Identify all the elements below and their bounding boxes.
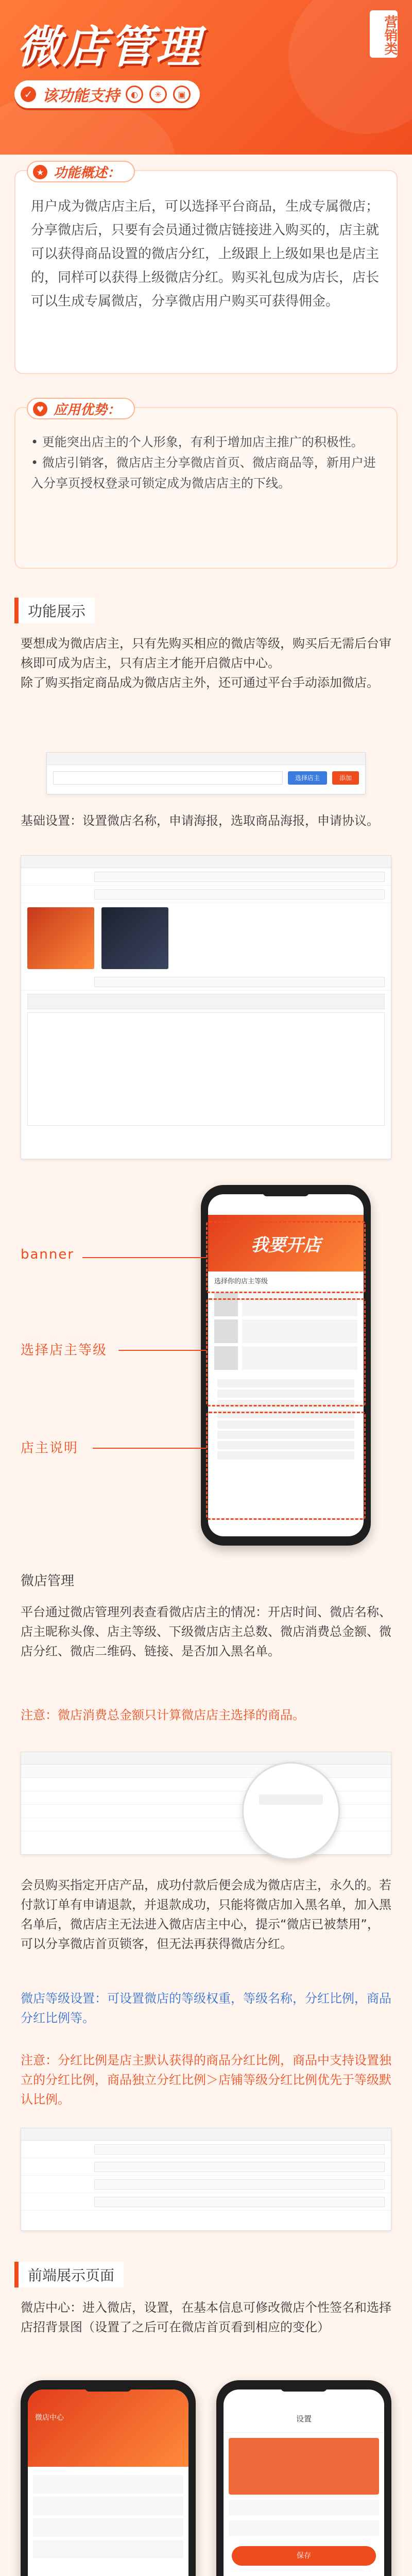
section-title-features: 功能展示 [14, 598, 95, 623]
support-bar [14, 80, 200, 108]
advantages-badge-label: 应用优势： [54, 402, 121, 418]
menu-item[interactable] [33, 2497, 183, 2515]
callout-line [118, 1350, 206, 1351]
add-owner-button[interactable]: 添加 [332, 771, 359, 785]
menu-item[interactable] [33, 2475, 183, 2494]
advantage-item: • 更能突出店主的个人形象，有利于增加店主推广的积极性。 [31, 435, 364, 449]
settings-row [21, 868, 391, 886]
add-owner-toolbar [47, 753, 365, 765]
shop-center-title: 微店中心 [35, 2414, 64, 2422]
add-owner-row [47, 765, 365, 791]
shop-center-header [28, 2389, 188, 2467]
overview-card [14, 165, 398, 374]
apply-poster-image[interactable] [27, 907, 94, 969]
settings-toolbar [21, 856, 391, 868]
goods-poster-image[interactable] [101, 907, 168, 969]
advantages-list [15, 408, 397, 506]
table-row[interactable] [21, 1778, 391, 1791]
setting-field[interactable] [94, 977, 385, 987]
dividend-ratio-field[interactable] [94, 2179, 385, 2190]
callout-line [93, 1448, 206, 1449]
note-consumption: 注意：微店消费总金额只计算微店店主选择的商品。 [21, 1708, 305, 1722]
zoom-magnifier [242, 1762, 340, 1860]
settings-row [21, 973, 391, 991]
settings-row [21, 886, 391, 903]
wechat-icon: ◐ [126, 86, 143, 103]
shop-center-menu [28, 2467, 188, 2567]
select-owner-button[interactable]: 选择店主 [288, 771, 327, 785]
section-title-frontend: 前端展示页面 [14, 2262, 124, 2287]
shop-management-heading: 微店管理 [21, 1573, 75, 1589]
shop-name-field[interactable] [94, 872, 385, 882]
support-label: 该功能支持 [42, 87, 119, 105]
miniapp-icon: ✳ [149, 86, 167, 103]
form-row [21, 2141, 391, 2158]
shop-signboard-image[interactable] [229, 2438, 379, 2495]
overview-badge [27, 161, 135, 182]
level-settings-desc: 微店等级设置：可设置微店的等级权重，等级名称，分红比例，商品分红比例等。 [21, 1991, 391, 2025]
note-dividend: 注意：分红比例是店主默认获得的商品分红比例，商品中支持设置独立的分红比例，商品独立分红比例＞店铺等级分红比例优先于等级默认比例。 [21, 2053, 391, 2107]
level-form-screenshot [21, 2128, 391, 2231]
callout-description: 店主说明 [21, 1440, 79, 1456]
goods-dividend-field[interactable] [94, 2197, 385, 2207]
add-owner-screenshot [46, 752, 366, 794]
editor-toolbar[interactable] [27, 994, 385, 1009]
advantages-badge [27, 398, 135, 419]
blacklist-desc: 会员购买指定开店产品，成功付款后便会成为微店店主，永久的。若付款订单有申请退款，并退款成功，只能将微店加入黑名单，加入黑名单后，微店店主无法进入微店店主中心，提示“微店已被禁用”，可以分享微店首页锁客，但无法再获得微店分红。 [21, 1878, 391, 1951]
shop-management-desc: 平台通过微店管理列表查看微店店主的情况：开店时间、微店名称、店主昵称头像、店主等级、下级微店店主总数、微店消费总金额、微店分红、微店二维码、链接、是否加入黑名单。 [21, 1605, 391, 1658]
settings-title: 设置 [224, 2405, 384, 2433]
phone-shop-settings [216, 2380, 391, 2576]
phone-notch [281, 2383, 327, 2392]
save-button[interactable]: 保存 [232, 2546, 376, 2566]
owner-select-input[interactable] [53, 771, 283, 785]
poster-area [21, 903, 391, 973]
phone-screen [224, 2389, 384, 2576]
level-weight-field[interactable] [94, 2144, 385, 2155]
phone-notch [263, 1188, 309, 1196]
open-shop-banner: 我要开店 [208, 1215, 364, 1272]
overview-badge-label: 功能概述： [54, 165, 121, 181]
table-header [21, 1765, 391, 1778]
shop-center-desc: 微店中心：进入微店，设置，在基本信息可修改微店个性签名和选择店招背景图（设置了之后可在微店首页看到相应的变化） [21, 2300, 391, 2334]
level-highlight [206, 1298, 366, 1406]
banner-highlight [206, 1221, 366, 1293]
basic-settings-desc: 基础设置：设置微店名称，申请海报，选取商品海报，申请协议。 [21, 814, 379, 828]
menu-item[interactable] [33, 2518, 183, 2537]
overview-icon: ★ [33, 165, 47, 179]
form-row [21, 2176, 391, 2193]
advantage-item: • 微店引销客，微店店主分享微店首页、微店商品等，新用户进入分享页授权登录可锁定成为微店店主的下线。 [31, 455, 376, 490]
advantages-icon: ♥ [33, 402, 47, 416]
callout-banner: banner [21, 1247, 75, 1262]
h5-icon: ▣ [173, 86, 191, 103]
shop-list-toolbar [21, 1752, 391, 1765]
level-name-field[interactable] [94, 2162, 385, 2172]
background-field[interactable] [229, 2520, 379, 2536]
callout-level: 选择店主等级 [21, 1343, 108, 1358]
callout-line [82, 1257, 206, 1258]
form-row [21, 2193, 391, 2211]
signature-field[interactable] [229, 2500, 379, 2515]
section1-intro: 要想成为微店店主，只有先购买相应的微店等级，购买后无需后台审核即可成为店主，只有店主才能开启微店中心。 除了购买指定商品成为微店店主外，还可通过平台手动添加微店。 [21, 636, 391, 690]
category-tag: 营销类 [370, 10, 398, 58]
level-title: 选择你的店主等级 [214, 1278, 268, 1285]
basic-settings-screenshot [21, 855, 391, 1159]
support-icon: ✓ [21, 87, 36, 102]
menu-item[interactable] [33, 2540, 183, 2558]
phone-shop-center [21, 2380, 196, 2576]
level-form-toolbar [21, 2128, 391, 2141]
phone-notch [85, 2383, 131, 2392]
page-title: 微店管理 [16, 22, 202, 73]
advantages-card [14, 402, 398, 569]
overview-text: 用户成为微店店主后，可以选择平台商品，生成专属微店；分享微店后，只要有会员通过微店链接进入购买的，店主就可以获得商品设置的微店分红，上级跟上上级如果也是店主的，同样可以获得上级微店分红。购买礼包成为店长，店长可以生成专属微店，分享微店用户购买可获得佣金。 [31, 199, 380, 309]
zoom-content [259, 1794, 323, 1805]
setting-field[interactable] [94, 889, 385, 900]
description-highlight [206, 1412, 366, 1520]
form-row [21, 2158, 391, 2176]
agreement-editor[interactable] [27, 1012, 385, 1126]
phone-screen [28, 2389, 188, 2576]
hero-banner [0, 0, 412, 155]
